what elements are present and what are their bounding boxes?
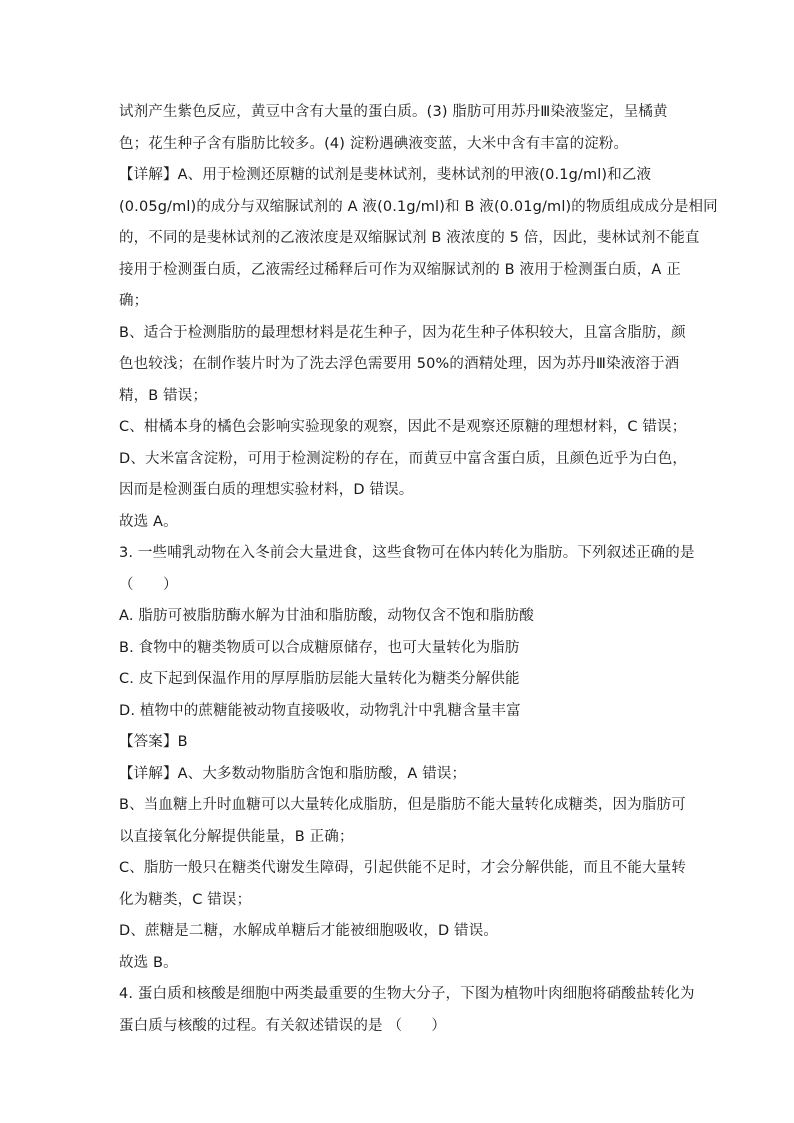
text-line: 确； [119,293,149,309]
text-line: 【详解】A、大多数动物脂肪含饱和脂肪酸，A 错误； [119,766,467,782]
question-stem: 蛋白质与核酸的过程。有关叙述错误的是 （ ） [119,1018,447,1034]
text-line: 以直接氧化分解提供能量，B 正确； [119,829,354,845]
text-line: B、当血糖上升时血糖可以大量转化成脂肪，但是脂肪不能大量转化成糖类，因为脂肪可 [119,797,686,813]
text-line: 故选 A。 [119,514,178,530]
text-line: D、大米富含淀粉，可用于检测淀粉的存在，而黄豆中富含蛋白质，且颜色近乎为白色， [119,451,688,467]
text-line: 色；花生种子含有脂肪比较多。(4) 淀粉遇碘液变蓝，大米中含有丰富的淀粉。 [119,136,629,152]
option-c: C. 皮下起到保温作用的厚厚脂肪层能大量转化为糖类分解供能 [119,671,520,687]
text-line: 精，B 错误； [119,388,208,404]
text-line: 化为糖类，C 错误； [119,892,252,908]
question-stem: 4. 蛋白质和核酸是细胞中两类最重要的生物大分子，下图为植物叶肉细胞将硝酸盐转化为 [119,986,695,1002]
text-line: 因而是检测蛋白质的理想实验材料，D 错误。 [119,482,414,498]
text-line: 试剂产生紫色反应，黄豆中含有大量的蛋白质。(3) 脂肪可用苏丹Ⅲ染液鉴定，呈橘黄 [119,104,668,120]
question-stem: 3. 一些哺乳动物在入冬前会大量进食，这些食物可在体内转化为脂肪。下列叙述正确的是 [119,545,695,561]
text-line: C、脂肪一般只在糖类代谢发生障碍，引起供能不足时，才会分解供能，而且不能大量转 [119,860,686,876]
question-stem: （ ） [119,577,178,593]
text-line: 接用于检测蛋白质，乙液需经过稀释后可作为双缩脲试剂的 B 液用于检测蛋白质，A 正 [119,262,681,278]
option-b: B. 食物中的糖类物质可以合成糖原储存，也可大量转化为脂肪 [119,640,520,656]
option-d: D. 植物中的蔗糖能被动物直接吸收，动物乳汁中乳糖含量丰富 [119,703,521,719]
text-line: (0.05g/ml)的成分与双缩脲试剂的 A 液(0.1g/ml)和 B 液(0.01g/ml)的物质组成成分是相同 [119,199,718,215]
option-a: A. 脂肪可被脂肪酶水解为甘油和脂肪酸，动物仅含不饱和脂肪酸 [119,608,534,624]
text-line: 色也较浅；在制作装片时为了洗去浮色需要用 50%的酒精处理，因为苏丹Ⅲ染液溶于酒 [119,356,680,372]
text-line: 的，不同的是斐林试剂的乙液浓度是双缩脲试剂 B 液浓度的 5 倍，因此，斐林试剂不能直 [119,230,700,246]
text-line: B、适合于检测脂肪的最理想材料是花生种子，因为花生种子体积较大，且富含脂肪，颜 [119,325,686,341]
text-line: D、蔗糖是二糖，水解成单糖后才能被细胞吸收，D 错误。 [119,923,498,939]
answer-line: 【答案】B [119,734,188,750]
text-line: C、柑橘本身的橘色会影响实验现象的观察，因此不是观察还原糖的理想材料，C 错误； [119,419,687,435]
text-line: 故选 B。 [119,955,178,971]
text-line: 【详解】A、用于检测还原糖的试剂是斐林试剂，斐林试剂的甲液(0.1g/ml)和乙液 [119,167,652,183]
